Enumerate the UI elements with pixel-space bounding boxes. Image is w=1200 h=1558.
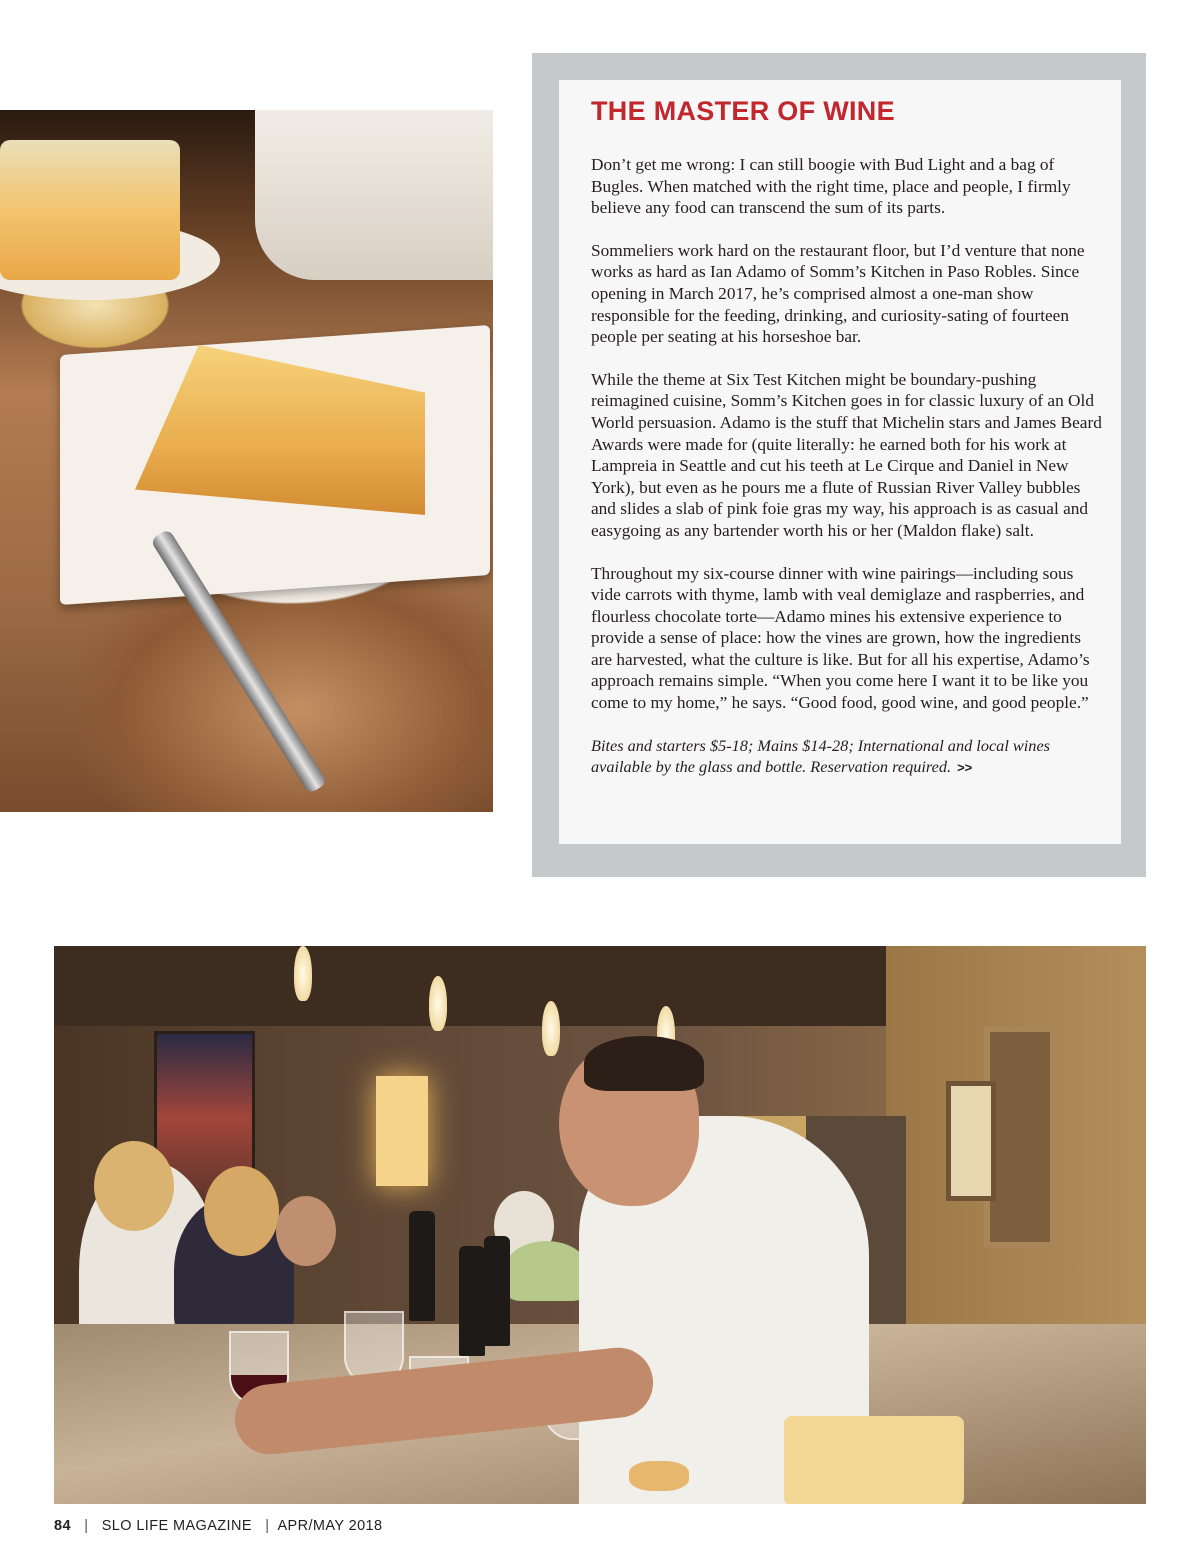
footer-separator: | [84,1518,89,1534]
continue-arrows: >> [957,760,973,776]
wine-bottle [409,1211,435,1321]
issue-date: APR/MAY 2018 [277,1518,383,1534]
article-paragraph: Throughout my six-course dinner with wine pairings—including sous vide carrots with thyme, lamb with veal demiglaze and raspberries, and flourless chocolate torte—Adamo mines his extensive experience to provide a sense of place: how the vines are grown, how the ingredients are harvested, what the culture is like. But for all his expertise, Adamo’s approach remains simple. “When you come here I want it to be like you come to my home,” he says. “Good food, good wine, and good people.” [591,563,1090,713]
magazine-name: SLO LIFE MAGAZINE [101,1518,252,1534]
wine-bottle [484,1236,510,1346]
photo-hand [255,110,493,280]
page-number: 84 [54,1518,71,1534]
info-note [591,735,1106,779]
pendant-light [429,976,447,1031]
diner [504,1241,589,1301]
cheese-wheel [784,1416,964,1504]
restaurant-photo [54,946,1146,1504]
sidebar-title: THE MASTER OF WINE [591,96,895,126]
lit-niche [376,1076,428,1186]
pendant-light [542,1001,560,1056]
page-footer [54,1518,382,1534]
info-note-text: Bites and starters $5-18; Mains $14-28; International and local wines available by the glass and bottle. Reservation required. [591,735,1051,777]
diner-head [204,1166,279,1256]
wine-bottle [459,1246,485,1356]
article-paragraph: While the theme at Six Test Kitchen might be boundary-pushing reimagined cuisine, Somm’s Kitchen goes in for classic luxury of an Old World persuasion. Adamo is the stuff that Michelin stars and James Beard Awards were made for (quite literally: he earned both for his work at Lampreia in Seattle and cut his teeth at Le Cirque and Daniel in New York), but even as he pours me a flute of Russian River Valley bubbles and slides a slab of pink foie gras my way, his approach is as casual and easygoing as any bartender worth his or her (Maldon flake) salt. [591,369,1102,540]
chef-hair [584,1036,704,1091]
wall-picture [946,1081,996,1201]
diner-head [276,1196,336,1266]
footer-separator: | [265,1518,270,1534]
pendant-light [294,946,312,1001]
diner-head [94,1141,174,1231]
bread [629,1461,689,1491]
article-paragraph: Sommeliers work hard on the restaurant floor, but I’d venture that none works as hard as Ian Adamo of Somm’s Kitchen in Paso Robles. Since opening in March 2017, he’s comprised almost a one-man show responsible for the feeding, drinking, and curiosity-sating of fourteen people per seating at his horseshoe bar. [591,240,1085,347]
sidebar-article [591,95,1106,779]
article-paragraph: Don’t get me wrong: I can still boogie with Bud Light and a bag of Bugles. When matched with the right time, place and people, I firmly believe any food can transcend the sum of its parts. [591,155,1071,218]
photo-cake [0,140,180,280]
food-photo [0,110,493,812]
